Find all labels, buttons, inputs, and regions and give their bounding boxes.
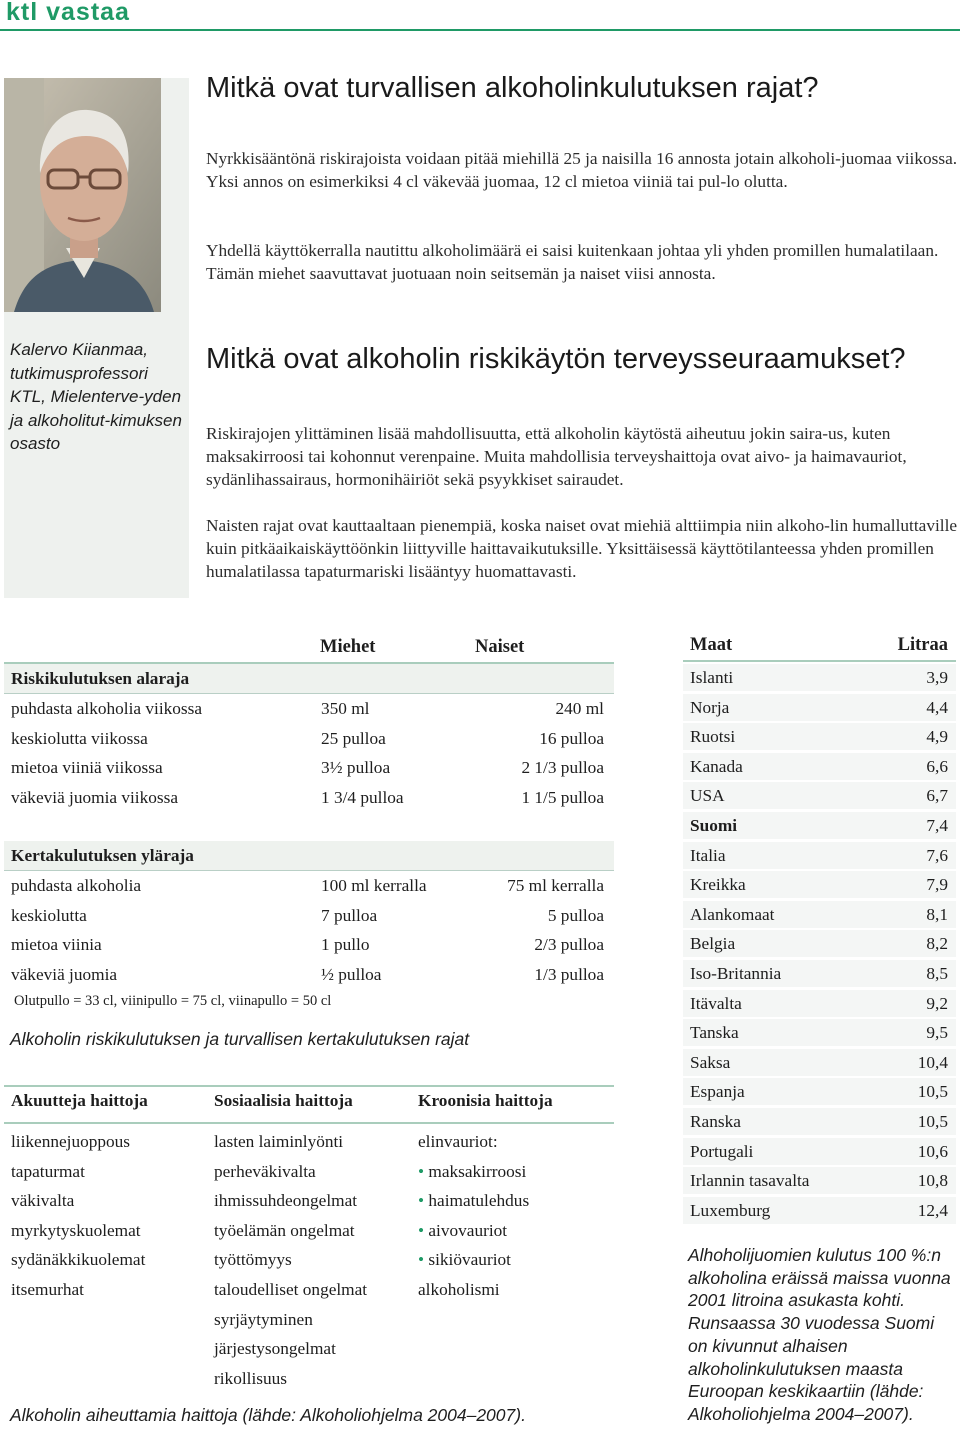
table-row: puhdasta alkoholia 100 ml kerralla 75 ml kerralla xyxy=(11,876,604,895)
country-name: Itävalta xyxy=(690,993,742,1013)
table-row: mietoa viinia 1 pullo 2/3 pulloa xyxy=(11,935,604,954)
table-row xyxy=(683,1167,956,1196)
country-name: USA xyxy=(690,786,725,806)
author-caption: Kalervo Kiianmaa, tutkimusprofessori KTL, Mielenterve-yden ja alkoholitut-kimuksen osasto xyxy=(10,340,182,453)
litres-value: 10,6 xyxy=(917,1141,948,1161)
table-row xyxy=(683,871,956,900)
list-item: taloudelliset ongelmat xyxy=(214,1279,368,1299)
social-harms-list xyxy=(214,1127,367,1393)
list-item: liikennejuoppous xyxy=(11,1132,131,1151)
country-name: Kreikka xyxy=(690,875,746,895)
bottle-size-footnote: Olutpullo = 33 cl, viinipullo = 75 cl, viinapullo = 50 cl xyxy=(14,993,332,1009)
list-item: • aivovauriot xyxy=(418,1220,508,1240)
table-row xyxy=(683,782,956,811)
litres-value: 7,6 xyxy=(926,845,948,865)
table-row xyxy=(683,1049,956,1078)
header-social-harms: Sosiaalisia haittoja xyxy=(214,1091,353,1110)
bullet-icon: • xyxy=(418,1161,425,1181)
table-row xyxy=(683,1138,956,1167)
list-item: myrkytyskuolemat xyxy=(11,1220,141,1240)
table-row: keskiolutta 7 pulloa 5 pulloa xyxy=(11,906,604,925)
litres-value: 9,2 xyxy=(926,993,948,1013)
country-name: Suomi xyxy=(690,816,738,835)
country-name: Belgia xyxy=(690,934,736,954)
bullet-icon: • xyxy=(418,1250,425,1270)
column-header-men: Miehet xyxy=(320,637,376,657)
column-header-litres: Litraa xyxy=(897,635,948,655)
table-row xyxy=(683,901,956,930)
acute-harms-list xyxy=(11,1127,145,1305)
table-row xyxy=(683,694,956,723)
table-divider xyxy=(4,1085,614,1087)
litres-value: 7,4 xyxy=(926,816,948,835)
single-limit-header: Kertakulutuksen yläraja xyxy=(4,841,614,870)
list-item: ihmissuhdeongelmat xyxy=(214,1191,358,1211)
list-item: itsemurhat xyxy=(11,1279,84,1299)
bullet-icon: • xyxy=(418,1220,425,1240)
litres-value: 4,4 xyxy=(926,697,948,717)
country-name: Islanti xyxy=(690,668,734,687)
litres-value: 4,9 xyxy=(926,727,948,747)
list-item: • maksakirroosi xyxy=(418,1161,527,1181)
question-2-paragraph-2: Naisten rajat ovat kauttaaltaan pienempiä, koska naiset ovat miehiä alttiimpia niin alkoho-lin humalluttaville kuin pitkäaikaiskäyttöönkin liittyville haittavaikutuksille. Yksittäisessä käyttötilanteessa yhden promillen humalatilassa tapaturmariski lisääntyy huomattavasti. xyxy=(206,516,958,581)
section-header-title: ktl vastaa xyxy=(6,0,130,26)
litres-value: 3,9 xyxy=(926,668,948,687)
table-row xyxy=(683,990,956,1019)
column-header-women: Naiset xyxy=(475,637,525,657)
author-portrait-image xyxy=(4,78,161,312)
consumption-table-header xyxy=(683,630,956,662)
table-row: väkeviä juomia viikossa 1 3/4 pulloa 1 1/5 pulloa xyxy=(11,788,604,807)
table-row: keskiolutta viikossa 25 pulloa 16 pulloa xyxy=(11,729,604,748)
list-item: työelämän ongelmat xyxy=(214,1220,355,1240)
country-name: Espanja xyxy=(690,1082,745,1102)
country-name: Alankomaat xyxy=(690,904,775,924)
list-item: lasten laiminlyönti xyxy=(214,1132,344,1151)
list-item: • haimatulehdus xyxy=(418,1191,530,1211)
list-item: perheväkivalta xyxy=(214,1161,316,1181)
column-header-country: Maat xyxy=(690,635,733,655)
table-row xyxy=(683,842,956,871)
table-row xyxy=(683,1197,956,1226)
list-item: väkivalta xyxy=(11,1191,75,1211)
country-name: Iso-Britannia xyxy=(690,964,782,983)
litres-value: 10,5 xyxy=(917,1112,948,1131)
litres-value: 10,8 xyxy=(917,1171,948,1191)
litres-value: 12,4 xyxy=(917,1200,948,1220)
question-1-title: Mitkä ovat turvallisen alkoholinkulutuksen rajat? xyxy=(206,72,819,104)
list-item: sydänäkkikuolemat xyxy=(11,1250,146,1270)
list-item: järjestysongelmat xyxy=(214,1339,336,1359)
table-row xyxy=(683,664,956,693)
bullet-icon: • xyxy=(418,1191,425,1211)
table-row xyxy=(683,812,956,841)
country-name: Saksa xyxy=(690,1052,731,1072)
table-row xyxy=(683,960,956,989)
country-name: Italia xyxy=(690,845,726,865)
question-1-paragraph-2: Yhdellä käyttökerralla nautittu alkoholimäärä ei saisi kuitenkaan johtaa yli yhden promillen humalatilaan. Tämän miehet saavuttavat juotuaan noin seitsemän ja naiset viisi annosta. xyxy=(206,241,939,283)
country-name: Norja xyxy=(690,697,730,717)
table-row xyxy=(683,1019,956,1048)
author-portrait xyxy=(4,78,161,312)
weekly-limit-header: Riskikulutuksen alaraja xyxy=(4,664,614,693)
country-name: Portugali xyxy=(690,1141,754,1161)
table-row: puhdasta alkoholia viikossa 350 ml 240 ml xyxy=(11,699,604,718)
litres-value: 7,9 xyxy=(926,875,948,895)
list-item: työttömyys xyxy=(214,1250,292,1270)
list-item: tapaturmat xyxy=(11,1161,85,1181)
country-name: Luxemburg xyxy=(690,1200,771,1220)
table-row xyxy=(683,1078,956,1107)
question-1-paragraph-1: Nyrkkisääntönä riskirajoista voidaan pitää miehillä 25 ja naisilla 16 annosta jotain alkoholi-juomaa viikossa. Yksi annos on esimerkiksi 4 cl väkevää juomaa, 12 cl mietoa viiniä tai pul-lo olutta. xyxy=(206,149,958,191)
litres-value: 6,7 xyxy=(926,786,948,806)
country-name: Irlannin tasavalta xyxy=(690,1171,810,1191)
consumption-table-caption: Alhoholijuomien kulutus 100 %:n alkoholina eräissä maissa vuonna 2001 litroina asukasta kohti. Runsaassa 30 vuodessa Suomi on kivunnut alhaisen alkoholinkulutuksen maasta Euroopan keskikaartiin (lähde: Alkoholiohjelma 2004–2007). xyxy=(688,1245,951,1424)
country-name: Tanska xyxy=(690,1023,739,1043)
chronic-harms-list xyxy=(418,1127,529,1305)
litres-value: 10,4 xyxy=(917,1052,948,1072)
list-item: • sikiövauriot xyxy=(418,1250,511,1270)
litres-value: 8,2 xyxy=(926,934,948,954)
litres-value: 10,5 xyxy=(917,1082,948,1102)
list-item: rikollisuus xyxy=(214,1368,287,1388)
table-row xyxy=(683,753,956,782)
harms-table-caption: Alkoholin aiheuttamia haittoja (lähde: Alkoholiohjelma 2004–2007). xyxy=(10,1405,526,1425)
question-2-paragraph-1: Riskirajojen ylittäminen lisää mahdollisuutta, että alkoholin käytöstä aiheutuu jokin saira-us, kuten maksakirroosi tai kohonnut verenpaine. Muita mahdollisia terveyshaittoja ovat aivo- ja haimavauriot, sydänlihassairaus, hormonihäiriöt sekä psyykkiset sairaudet. xyxy=(206,424,907,489)
list-item: elinvauriot: xyxy=(418,1132,498,1151)
table-row xyxy=(683,930,956,959)
list-item: syrjäytyminen xyxy=(214,1309,313,1329)
list-item: alkoholismi xyxy=(418,1279,500,1299)
country-name: Kanada xyxy=(690,756,743,776)
limits-table-caption: Alkoholin riskikulutuksen ja turvallisen kertakulutuksen rajat xyxy=(10,1029,470,1049)
litres-value: 6,6 xyxy=(926,756,948,776)
header-chronic-harms: Kroonisia haittoja xyxy=(418,1091,553,1110)
table-row: väkeviä juomia ½ pulloa 1/3 pulloa xyxy=(11,965,604,984)
table-divider xyxy=(4,1122,614,1124)
litres-value: 9,5 xyxy=(926,1023,948,1043)
header-acute-harms: Akuutteja haittoja xyxy=(11,1091,148,1110)
header-divider xyxy=(0,29,960,31)
litres-value: 8,5 xyxy=(926,964,948,983)
litres-value: 8,1 xyxy=(926,904,948,924)
table-row xyxy=(683,723,956,752)
table-row: mietoa viiniä viikossa 3½ pulloa 2 1/3 pulloa xyxy=(11,758,604,777)
table-row xyxy=(683,1108,956,1137)
question-2-title: Mitkä ovat alkoholin riskikäytön terveysseuraamukset? xyxy=(206,343,906,375)
country-name: Ruotsi xyxy=(690,727,736,747)
country-name: Ranska xyxy=(690,1112,741,1131)
